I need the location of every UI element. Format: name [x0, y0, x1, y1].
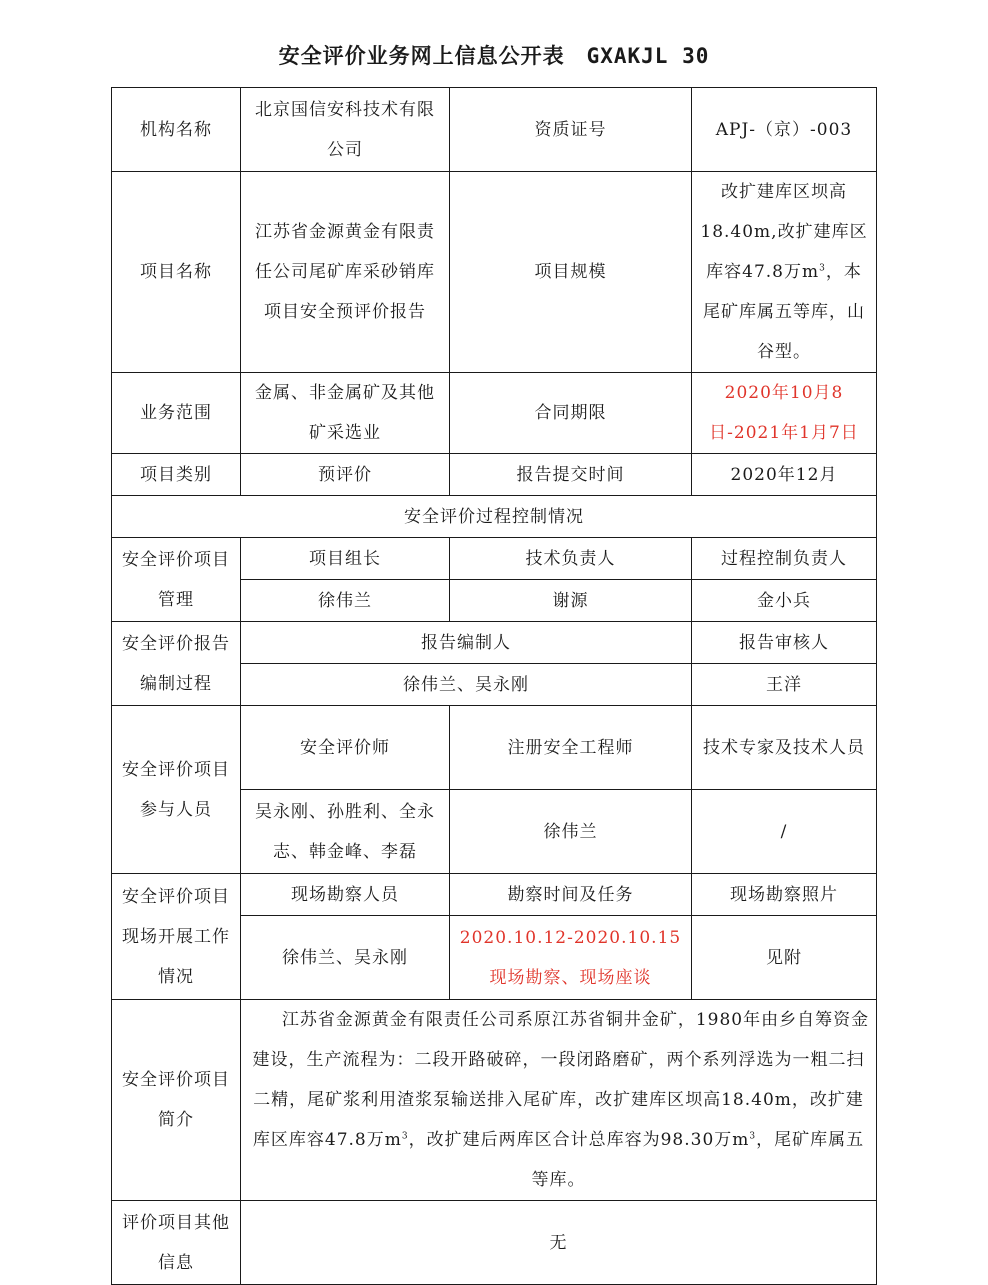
- cert-label: 资质证号: [450, 88, 692, 172]
- row-process-title: [112, 496, 877, 538]
- summary-text-c: ，尾矿库属五等库。: [531, 1130, 865, 1190]
- summary-sup-2: 3: [749, 1131, 757, 1142]
- scope-label: 业务范围: [112, 373, 241, 454]
- summary-label: 安全评价项目简介: [112, 1000, 241, 1201]
- row-category: [112, 454, 877, 496]
- cert-value: APJ-（京）-003: [692, 88, 877, 172]
- reviewer-value: 王洋: [692, 664, 877, 706]
- evaluator-header: 安全评价师: [241, 706, 450, 790]
- row-org: [112, 88, 877, 172]
- compiler-header: 报告编制人: [241, 622, 692, 664]
- scope-value: 金属、非金属矿及其他矿采选业: [241, 373, 450, 454]
- org-value: 北京国信安科技术有限公司: [241, 88, 450, 172]
- category-label: 项目类别: [112, 454, 241, 496]
- survey-time-value: [450, 916, 692, 1000]
- row-other: [112, 1201, 877, 1285]
- site-label: 安全评价项目现场开展工作情况: [112, 874, 241, 1000]
- summary-sup-1: 3: [401, 1131, 409, 1142]
- project-value: 江苏省金源黄金有限责任公司尾矿库采砂销库项目安全预评价报告: [241, 172, 450, 373]
- process-control-header: 过程控制负责人: [692, 538, 877, 580]
- management-label: 安全评价项目管理: [112, 538, 241, 622]
- category-value: 预评价: [241, 454, 450, 496]
- survey-tasks: 现场勘察、现场座谈: [489, 967, 652, 988]
- other-label: 评价项目其他信息: [112, 1201, 241, 1285]
- scale-sup: 3: [819, 263, 826, 274]
- row-project: [112, 172, 877, 373]
- survey-photo-value: 见附: [692, 916, 877, 1000]
- evaluator-value: 吴永刚、孙胜利、全永志、韩金峰、李磊: [241, 790, 450, 874]
- engineer-header: 注册安全工程师: [450, 706, 692, 790]
- title-text: 安全评价业务网上信息公开表: [278, 44, 565, 68]
- tech-lead-value: 谢源: [450, 580, 692, 622]
- engineer-value: 徐伟兰: [450, 790, 692, 874]
- row-summary: [112, 1000, 877, 1201]
- contract-value: 2020年10月8日-2021年1月7日: [692, 373, 877, 454]
- scale-text-a: 改扩建库区坝高18.40m,改扩建库区库容47.8万m: [700, 182, 868, 282]
- expert-header: 技术专家及技术人员: [692, 706, 877, 790]
- submit-label: 报告提交时间: [450, 454, 692, 496]
- row-compilation-head: [112, 622, 877, 664]
- tech-lead-header: 技术负责人: [450, 538, 692, 580]
- doc-code: GXAKJL 30: [586, 44, 710, 68]
- info-table: [111, 87, 877, 1285]
- row-scope: [112, 373, 877, 454]
- process-control-value: 金小兵: [692, 580, 877, 622]
- project-label: 项目名称: [112, 172, 241, 373]
- scale-label: 项目规模: [450, 172, 692, 373]
- scale-value: [692, 172, 877, 373]
- expert-value: /: [692, 790, 877, 874]
- leader-header: 项目组长: [241, 538, 450, 580]
- row-site-head: [112, 874, 877, 916]
- summary-text-b: ，改扩建后两库区合计总库容为98.30万m: [408, 1130, 750, 1150]
- survey-photo-header: 现场勘察照片: [692, 874, 877, 916]
- row-management-head: [112, 538, 877, 580]
- survey-time-header: 勘察时间及任务: [450, 874, 692, 916]
- contract-label: 合同期限: [450, 373, 692, 454]
- org-label: 机构名称: [112, 88, 241, 172]
- page-title: [0, 40, 988, 70]
- summary-text-a: 江苏省金源黄金有限责任公司系原江苏省铜井金矿，1980年由乡自筹资金建设，生产流程为：二段开路破碎，一段闭路磨矿，两个系列浮选为一粗二扫二精，尾矿浆利用渣浆泵输送排入尾矿库，改扩建库区坝高18.40m，改扩建库区库容47.8万m: [252, 1010, 870, 1150]
- surveyor-header: 现场勘察人员: [241, 874, 450, 916]
- row-personnel-head: [112, 706, 877, 790]
- reviewer-header: 报告审核人: [692, 622, 877, 664]
- surveyor-value: 徐伟兰、吴永刚: [241, 916, 450, 1000]
- survey-dates: 2020.10.12-2020.10.15: [459, 927, 682, 948]
- submit-value: 2020年12月: [692, 454, 877, 496]
- process-title: 安全评价过程控制情况: [112, 496, 877, 538]
- other-value: 无: [241, 1201, 877, 1285]
- compilation-label: 安全评价报告编制过程: [112, 622, 241, 706]
- leader-value: 徐伟兰: [241, 580, 450, 622]
- scale-text-b: ，本尾矿库属五等库，山谷型。: [703, 262, 865, 362]
- compiler-value: 徐伟兰、吴永刚: [241, 664, 692, 706]
- personnel-label: 安全评价项目参与人员: [112, 706, 241, 874]
- summary-text: [241, 1000, 877, 1201]
